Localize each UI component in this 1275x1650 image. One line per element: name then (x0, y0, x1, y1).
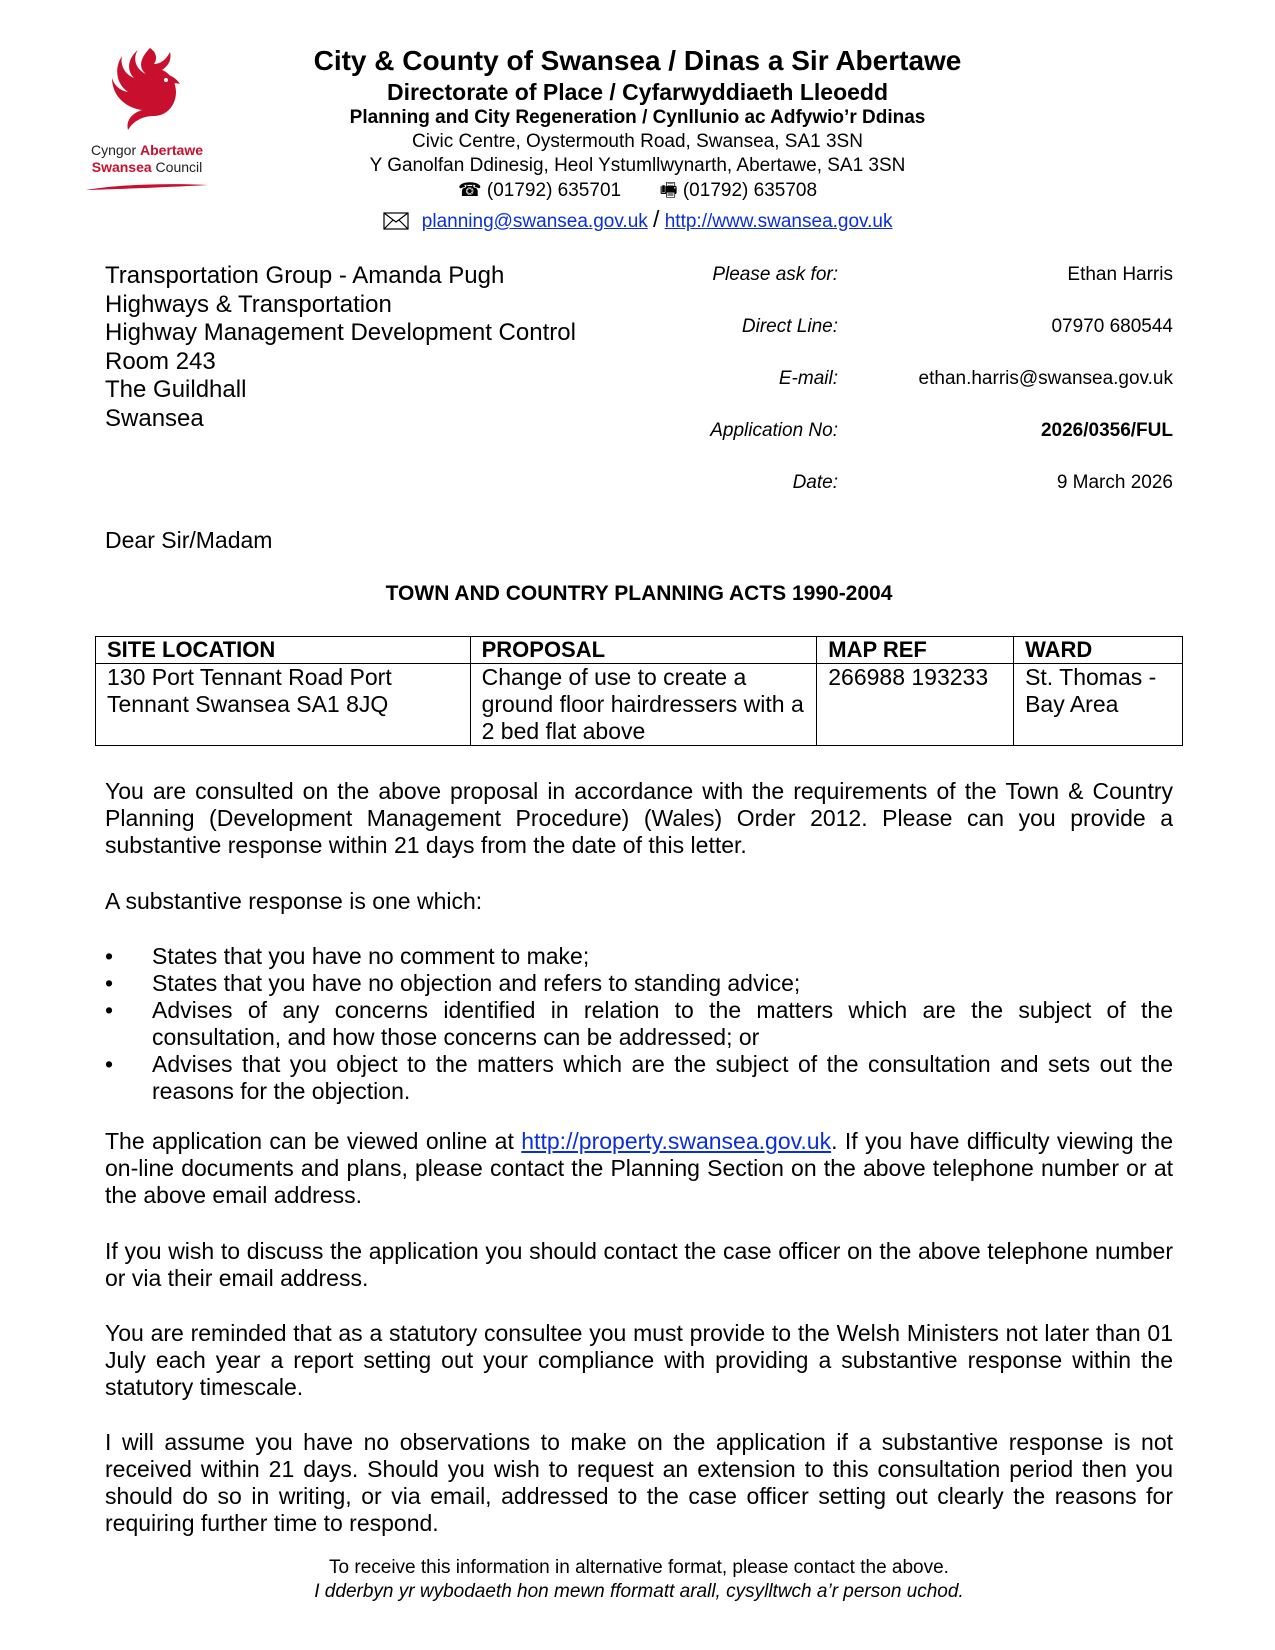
letter-date: 9 March 2026 (1056, 472, 1173, 493)
date-label: Date: (792, 472, 838, 493)
council-logo (82, 44, 212, 194)
recipient-line: Transportation Group - Amanda Pugh (105, 262, 505, 289)
link-separator: / (653, 206, 660, 232)
salutation: Dear Sir/Madam (105, 527, 273, 553)
list-item: • States that you have no objection and refers to standing advice; (105, 970, 801, 996)
consultation-paragraph: You are consulted on the above proposal in accordance with the requirements of the Town & Country Planning (Development Management Procedure) (Wales) Order 2012. Please can you provide a substantive response within 21 days from the date of this letter. (105, 778, 1173, 858)
direct-line-label: Direct Line: (741, 316, 838, 337)
recipient-line: Room 243 (105, 347, 216, 375)
recipient-line: Swansea (105, 404, 204, 432)
ask-for-value: Ethan Harris (1067, 264, 1173, 285)
substantive-criteria-list (105, 943, 1173, 1105)
col-header-proposal: PROPOSAL (470, 637, 817, 664)
phone-fax-line (230, 178, 1045, 204)
reminder-paragraph: You are reminded that as a statutory consultee you must provide to the Welsh Ministers not later than 01 July each year a report setting out your compliance with providing a substantive response within the statutory timescale. (105, 1320, 1173, 1400)
logo-swoosh-icon (82, 182, 212, 192)
officer-email: ethan.harris@swansea.gov.uk (918, 368, 1173, 389)
council-name: City & County of Swansea / Dinas a Sir Abertawe (313, 45, 962, 76)
assumption-paragraph: I will assume you have no observations to make on the application if a substantive response is not received within 21 days. Should you wish to request an extension to this consultation period then you should do so in writing, or via email, addressed to the case officer setting out clearly the reasons for requiring further time to respond. (105, 1429, 1173, 1536)
site-location-cell: 130 Port Tennant Road Port Tennant Swansea SA1 8JQ (96, 664, 471, 746)
website-link[interactable]: http://www.swansea.gov.uk (664, 211, 893, 232)
logo-wordmark: Cyngor Abertawe Swansea Council (90, 142, 204, 175)
table-row (96, 664, 1183, 746)
legislation-heading: TOWN AND COUNTRY PLANNING ACTS 1990-2004 (385, 582, 893, 605)
phoenix-icon (110, 44, 184, 142)
col-header-ward: WARD (1014, 637, 1183, 664)
table-header-row (96, 637, 1183, 664)
recipient-line: Highways & Transportation (105, 290, 392, 318)
ask-for-label: Please ask for: (712, 264, 838, 285)
bullet-icon: • (105, 943, 114, 969)
address-welsh: Y Ganolfan Ddinesig, Heol Ystumllwynarth, Abertawe, SA1 3SN (369, 155, 906, 176)
address-english: Civic Centre, Oystermouth Road, Swansea, SA1 3SN (412, 131, 863, 152)
phone-icon: ☎ (457, 180, 482, 201)
direct-line-value: 07970 680544 (1051, 316, 1173, 337)
recipient-address (105, 262, 576, 433)
discuss-paragraph: If you wish to discuss the application you should contact the case officer on the above telephone number or via their email address. (105, 1238, 1173, 1291)
department: Planning and City Regeneration / Cynllunio ac Adfywio’r Ddinas (349, 107, 926, 128)
proposal-cell: Change of use to create a ground floor hairdressers with a 2 bed flat above (470, 664, 817, 746)
list-item: • Advises of any concerns identified in relation to the matters which are the subject of the consultation, and how those concerns can be addressed; or (105, 997, 1173, 1050)
col-header-map-ref: MAP REF (817, 637, 1014, 664)
fax-icon: 🖷 (659, 180, 678, 201)
bullet-icon: • (105, 970, 114, 996)
ward-cell: St. Thomas - Bay Area (1014, 664, 1183, 746)
recipient-line: The Guildhall (105, 376, 247, 403)
directorate: Directorate of Place / Cyfarwyddiaeth Lleoedd (386, 79, 889, 105)
email-label: E-mail: (778, 368, 838, 389)
list-item: • States that you have no comment to make; (105, 943, 590, 969)
planning-email-link[interactable]: planning@swansea.gov.uk (421, 211, 648, 232)
footer-english: To receive this information in alternative format, please contact the above. (329, 1557, 949, 1578)
email-web-line (230, 206, 1045, 238)
phone-number: (01792) 635701 (486, 180, 622, 201)
property-portal-link[interactable]: http://property.swansea.gov.uk (521, 1128, 832, 1154)
col-header-site-location: SITE LOCATION (96, 637, 471, 664)
footer-welsh: I dderbyn yr wybodaeth hon mewn fformatt arall, cysylltwch a’r person uchod. (314, 1581, 964, 1602)
bullet-icon: • (105, 997, 114, 1023)
application-table (95, 636, 1183, 746)
application-number: 2026/0356/FUL (1040, 420, 1173, 441)
bullet-icon: • (105, 1051, 114, 1077)
envelope-icon (383, 212, 409, 238)
online-paragraph: The application can be viewed online at http://property.swansea.gov.uk. If you have difficulty viewing the on-line documents and plans, please contact the Planning Section on the above telephone number or at the above email address. (105, 1128, 1173, 1208)
application-label: Application No: (710, 420, 838, 441)
list-item: • Advises that you object to the matters which are the subject of the consultation and sets out the reasons for the objection. (105, 1051, 1173, 1104)
fax-number: (01792) 635708 (682, 180, 818, 201)
substantive-intro: A substantive response is one which: (105, 888, 483, 914)
map-ref-cell: 266988 193233 (817, 664, 1014, 746)
letterhead (230, 44, 1045, 238)
recipient-line: Highway Management Development Control (105, 319, 576, 346)
